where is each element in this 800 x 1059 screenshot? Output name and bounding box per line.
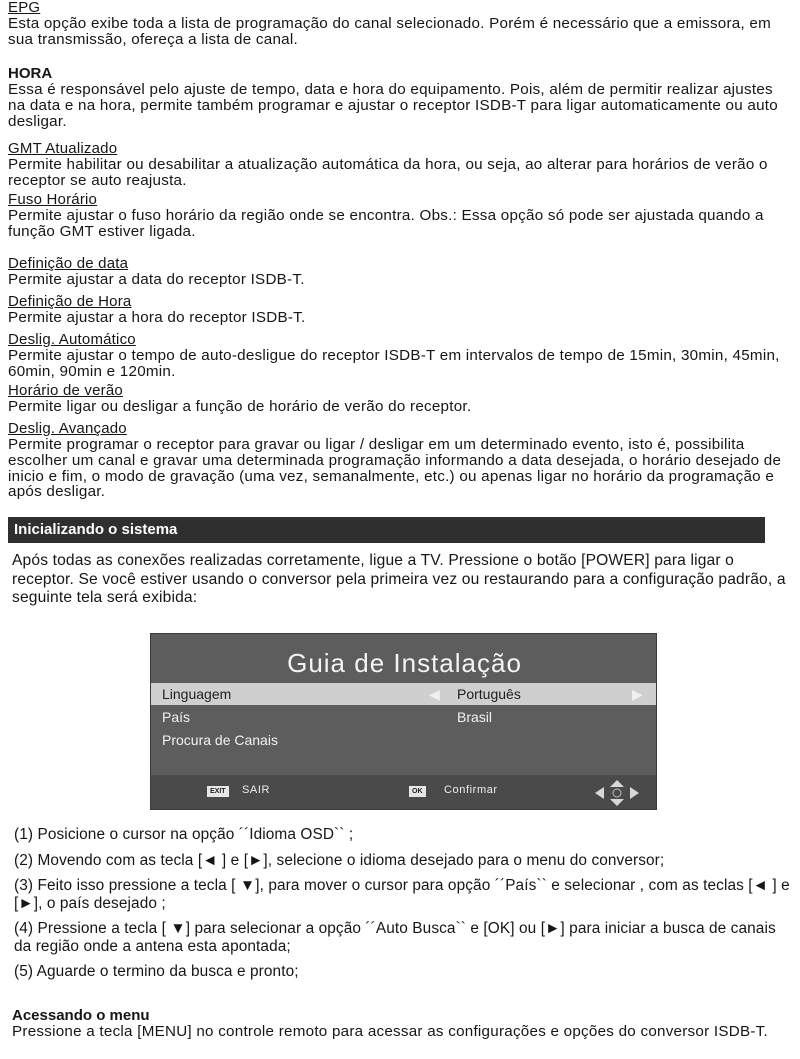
menu-row-country[interactable] <box>151 706 656 728</box>
installation-guide-screen <box>150 633 657 810</box>
section-title: GMT Atualizado <box>8 140 118 157</box>
section-text: Permite habilitar ou desabilitar a atualização automática da hora, ou seja, ao alterar para horários de verão o receptor se auto reajusta. <box>8 156 768 189</box>
section-fuso-horario <box>8 192 793 240</box>
intro-paragraph: Após todas as conexões realizadas corretamente, ligue a TV. Pressione o botão [POWER] para ligar o receptor. Se você estiver usando o conversor pela primeira vez ou restaurando para a configuração padrão, a seguinte tela será exibida: <box>12 552 786 606</box>
section-title: EPG <box>8 0 41 16</box>
section-title: Acessando o menu <box>12 1007 150 1024</box>
row-label: Procura de Canais <box>162 732 278 748</box>
section-title: Fuso Horário <box>8 191 98 208</box>
step-item: (2) Movendo com as tecla [◄ ] e [►], selecione o idioma desejado para o menu do conversor; <box>14 851 665 869</box>
step-item: (3) Feito isso pressione a tecla [ ▼], para mover o cursor para opção ´´País`` e selecionar , com as teclas [◄ ] e [►], o país desejado ; <box>14 877 790 912</box>
section-deslig-automatico <box>8 332 793 380</box>
exit-key-icon: EXIT <box>207 786 229 797</box>
section-acessando-menu <box>12 1008 792 1040</box>
steps-list <box>14 826 794 989</box>
row-label: Linguagem <box>162 686 232 702</box>
section-text: Permite ajustar o fuso horário da região onde se encontra. Obs.: Essa opção só pode ser ajustada quando a função GMT estiver ligada. <box>8 207 764 240</box>
section-title: Definição de Hora <box>8 293 132 310</box>
section-text: Esta opção exibe toda a lista de programação do canal selecionado. Porém é necessário que a emissora, em sua transmissão, ofereça a lista de canal. <box>8 15 772 48</box>
section-title: HORA <box>8 65 53 82</box>
section-text: Pressione a tecla [MENU] no controle remoto para acessar as configurações e opções do conversor ISDB-T. <box>12 1023 768 1040</box>
section-title: Deslig. Automático <box>8 331 136 348</box>
section-text: Permite ligar ou desligar a função de horário de verão do receptor. <box>8 398 472 415</box>
menu-row-language[interactable] <box>151 683 656 705</box>
section-horario-verao <box>8 383 793 415</box>
row-label: País <box>162 709 191 725</box>
section-definicao-hora <box>8 294 793 326</box>
screen-title: Guia de Instalação <box>287 648 522 678</box>
section-text: Permite ajustar o tempo de auto-desligue do receptor ISDB-T em intervalos de tempo de 15min, 30min, 45min, 60min, 90min e 120min. <box>8 347 780 380</box>
section-deslig-avancado <box>8 421 793 500</box>
ok-key-icon: OK <box>409 786 426 797</box>
row-value: Português <box>457 686 521 702</box>
section-epg <box>8 0 793 48</box>
screen-footer <box>151 775 656 809</box>
navigation-pad-icon <box>594 779 640 807</box>
exit-label: SAIR <box>242 784 271 796</box>
row-value: Brasil <box>457 709 493 725</box>
section-title: Definição de data <box>8 255 129 272</box>
section-banner: Inicializando o sistema <box>8 517 765 543</box>
section-gmt-atualizado <box>8 141 793 189</box>
step-item: (5) Aguarde o termino da busca e pronto; <box>14 963 299 980</box>
section-title: Deslig. Avançado <box>8 420 127 437</box>
section-text: Essa é responsável pelo ajuste de tempo, data e hora do equipamento. Pois, além de permitir realizar ajustes na data e na hora, permite também programar e ajustar o receptor ISDB-T para ligar automaticamente ou auto desligar. <box>8 81 778 130</box>
section-text: Permite programar o receptor para gravar ou ligar / desligar em um determinado evento, isto é, possibilita escolher um canal e gravar uma determinada programação informando a data desejada, o horário desejado de inicio e fim, o modo de gravação (uma vez, semanalmente, etc.) ou apenas ligar no horário da programação e após desligar. <box>8 436 782 501</box>
left-arrow-icon[interactable]: ◀ <box>429 686 440 702</box>
section-text: Permite ajustar a hora do receptor ISDB-T. <box>8 309 306 326</box>
confirm-label: Confirmar <box>444 784 498 796</box>
section-title: Horário de verão <box>8 382 123 399</box>
right-arrow-icon[interactable]: ▶ <box>632 686 643 702</box>
menu-row-channel-search[interactable] <box>151 729 656 751</box>
step-item: (4) Pressione a tecla [ ▼] para selecionar a opção ´´Auto Busca`` e [OK] ou [►] para iniciar a busca de canais da região onde a antena esta apontada; <box>14 920 776 955</box>
section-definicao-data <box>8 256 793 288</box>
section-text: Permite ajustar a data do receptor ISDB-T. <box>8 271 305 288</box>
step-item: (1) Posicione o cursor na opção ´´Idioma OSD`` ; <box>14 826 354 843</box>
section-hora <box>8 66 793 129</box>
